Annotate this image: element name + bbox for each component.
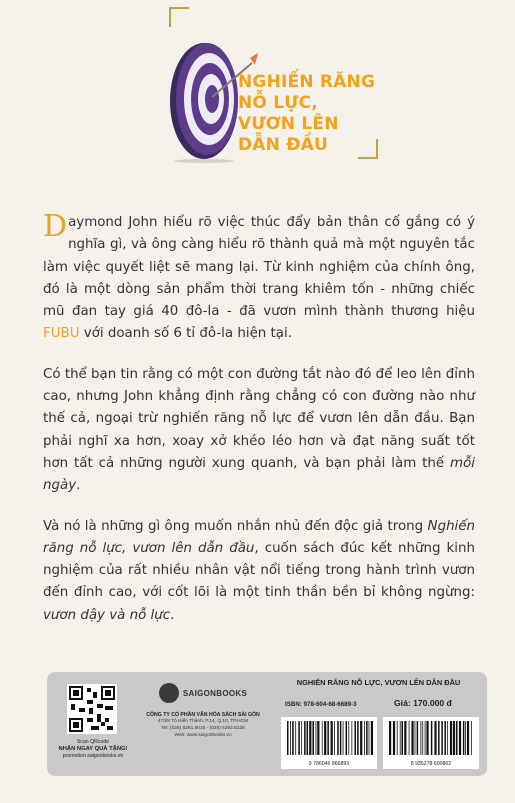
headline-line-3: VƯƠN LÊN xyxy=(238,114,339,134)
drop-cap: D xyxy=(43,209,68,244)
product-barcode xyxy=(383,717,479,769)
paragraph-2 xyxy=(43,364,475,498)
paragraph-3-text-c: . xyxy=(170,607,175,623)
paragraph-2-text-b: . xyxy=(76,478,81,494)
qr-caption-line-3: promotion.saigonbooks.vn xyxy=(62,753,124,759)
paragraph-1-text-a: aymond John hiểu rõ việc thúc đẩy bản thân cố gắng có ý nghĩa gì, và ông càng hiểu rõ thành quả mà một nguyên tắc làm việc quyết liệt sẽ mang lại. Từ kinh nghiệm của chính ông, đó là một dòng sản phẩm thời trang khiêm tốn - những chiếc mũ đan tay giá 40 đô-la - đã vươn mình thành thương hiệu xyxy=(43,215,475,320)
qr-caption-line-1: Scan QRcode xyxy=(76,739,110,745)
paragraph-2-emphasis: mỗi ngày xyxy=(43,455,475,494)
qr-code-icon[interactable] xyxy=(67,684,117,734)
saigonbooks-logo-icon xyxy=(159,683,179,703)
qr-caption-line-2: NHẬN NGAY QUÀ TẶNG! xyxy=(58,746,128,752)
publisher-phone: Tel: (028) 6281.5016 - (028) 6293.8228 xyxy=(161,726,245,731)
isbn-barcode-number: 9 786046 866893 xyxy=(308,761,350,767)
price-label: Giá: 170.000 đ xyxy=(394,698,452,708)
paragraph-3-book-title: Nghiến răng nỗ lực, vươn lên dẫn đầu xyxy=(43,518,475,556)
isbn-barcode-icon xyxy=(281,717,377,759)
paragraph-1-text-b: với doanh số 6 tỉ đô-la hiện tại. xyxy=(79,326,292,342)
barcodes xyxy=(275,717,482,769)
paragraph-3-emphasis: vươn dậy và nỗ lực xyxy=(43,607,171,623)
headline-line-1: NGHIẾN RĂNG xyxy=(238,72,376,92)
corner-bracket-top-left xyxy=(169,7,189,27)
headline-line-4: DẪN ĐẦU xyxy=(238,135,329,155)
barcode-column xyxy=(275,678,482,769)
headline xyxy=(238,72,378,156)
headline-line-2: NỖ LỰC, xyxy=(238,93,318,113)
publisher-web: Web: www.saigonbooks.vn xyxy=(174,733,232,738)
publisher-logo xyxy=(134,680,272,706)
publisher-footer-panel xyxy=(47,672,487,776)
paragraph-1 xyxy=(43,209,475,346)
isbn-price-row xyxy=(275,699,482,713)
book-title-label: NGHIẾN RĂNG NỖ LỰC, VƯƠN LÊN DẪN ĐẦU xyxy=(296,678,461,687)
paragraph-2-text-a: Có thể bạn tin rằng có một con đường tắt nào đó để leo lên đỉnh cao, nhưng John khẳng định rằng chẳng có con đường nào như thế cả, ngoại trừ nghiến răng nỗ lực để vươn lên dẫn đầu. Bạn phải nghĩ xa hơn, xoay xở khéo léo hơn và đạt năng suất tốt hơn tất cả những người xung quanh, và bạn phải làm thế xyxy=(43,366,475,471)
back-cover-blurb xyxy=(43,209,475,645)
isbn-barcode xyxy=(281,717,377,769)
publisher-name: CÔNG TY CỔ PHẦN VĂN HÓA SÁCH SÀI GÒN xyxy=(146,712,260,718)
product-barcode-number: 8 935278 600862 xyxy=(410,761,452,767)
brand-name-fubu: FUBU xyxy=(43,326,80,342)
publisher-block xyxy=(134,680,272,770)
paragraph-3-text-a: Và nó là những gì ông muốn nhắn nhủ đến độc giả trong xyxy=(43,518,428,534)
logo-text: SAIGONBOOKS xyxy=(182,688,248,698)
paragraph-3 xyxy=(43,516,475,627)
isbn-label: ISBN: 978-604-68-6689-3 xyxy=(285,701,357,708)
publisher-address: 473/8 Tô Hiến Thành, P.14, Q.10, TP.HCM xyxy=(157,719,249,724)
paragraph-3-text-b: , cuốn sách đúc kết những kinh nghiệm của rất nhiều nhân vật nổi tiếng trong hành trình vươn đến đỉnh cao, với cốt lõi là một tinh thần bền bỉ không ngừng: xyxy=(43,540,475,601)
product-barcode-icon xyxy=(383,717,479,759)
qr-caption xyxy=(55,739,131,760)
